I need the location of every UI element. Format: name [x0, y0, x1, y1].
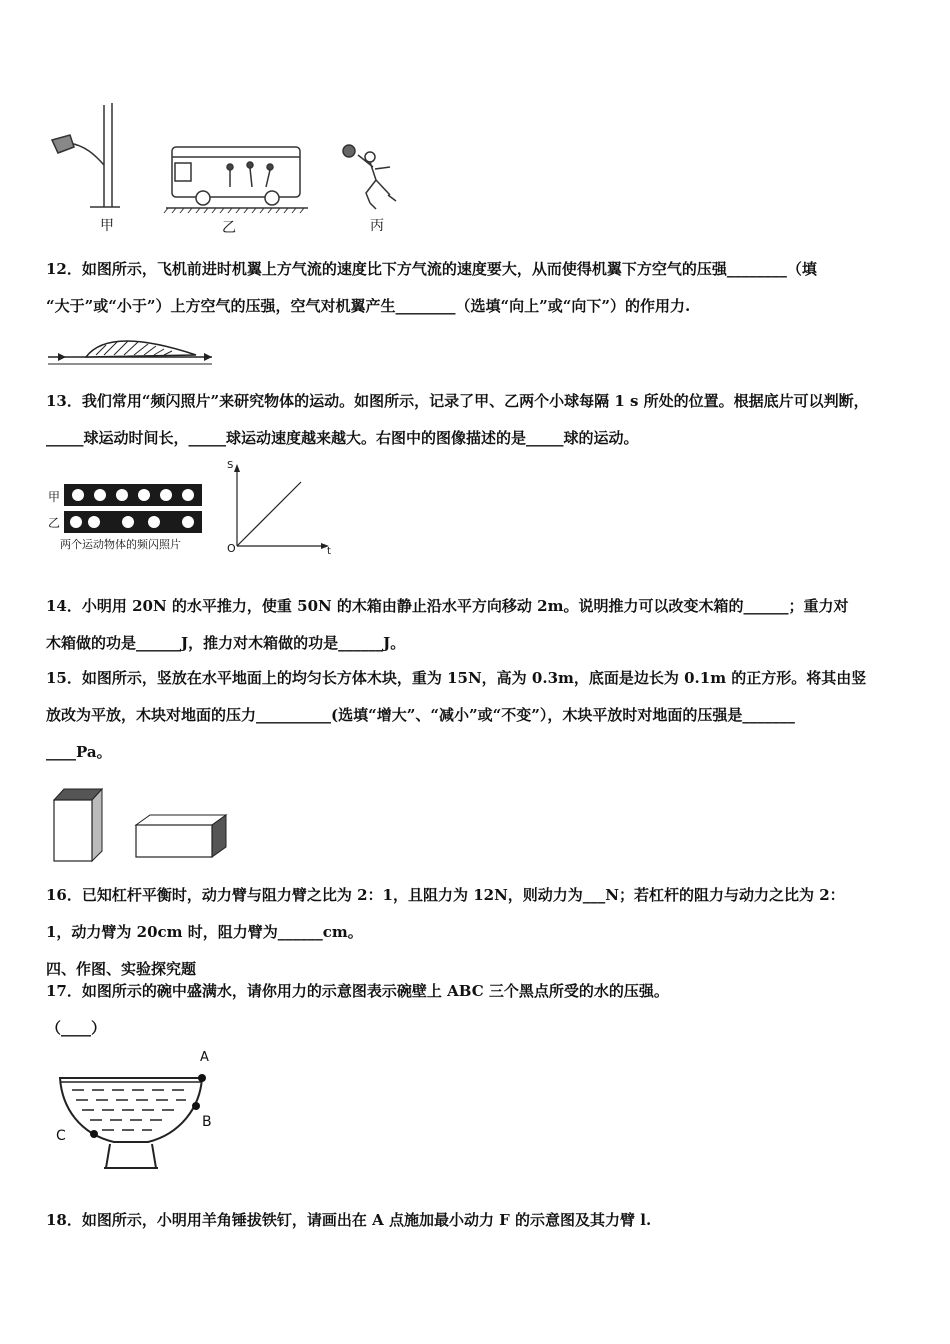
- bowl-figure: [50, 1048, 220, 1173]
- section-heading: 四、作图、实验探究题: [46, 960, 197, 978]
- row-label-yi: 乙: [48, 516, 61, 530]
- wing-airflow-figure: [46, 333, 221, 373]
- s-t-graph-axes: [225, 460, 335, 555]
- bus-drawing: [164, 147, 308, 213]
- s-t-graph: [225, 460, 340, 560]
- athlete-drawing: [343, 145, 396, 209]
- lamp-pole-drawing: [52, 103, 120, 207]
- question-16: [46, 877, 908, 951]
- point-label-a: A: [200, 1050, 209, 1065]
- question-12-line-2: “大于”或“小于”）上方空气的压强，空气对机翼产生________（选填“向上”或“向下”）的作用力.: [46, 297, 691, 315]
- question-12-line-1: 12．如图所示，飞机前进时机翼上方气流的速度比下方气流的速度要大，从而使得机翼下方空气的压强________（填: [46, 260, 817, 278]
- question-13-line-1: 13．我们常用“频闪照片”来研究物体的运动。如图所示，记录了甲、乙两个小球每隔 1 s 所处的位置。根据底片可以判断，: [46, 392, 869, 410]
- question-12: [46, 251, 908, 325]
- bowl-drawing: [50, 1048, 220, 1173]
- block-flat-drawing: [136, 815, 226, 857]
- question-15-line-1: 15．如图所示，竖放在水平地面上的均匀长方体木块，重为 15N，高为 0.3m，底面是边长为 0.1m 的正方形。将其由竖: [46, 669, 867, 687]
- axis-label-t: t: [327, 546, 331, 557]
- question-15: [46, 660, 908, 771]
- question-15-line-3: ____Pa。: [46, 743, 112, 761]
- question-16-line-2: 1，动力臂为 20cm 时，阻力臂为______cm。: [46, 923, 363, 941]
- point-label-c: C: [56, 1128, 66, 1144]
- question-14: [46, 588, 908, 662]
- block-upright-drawing: [54, 789, 102, 861]
- label-jia: 甲: [100, 218, 114, 234]
- figure-11: [40, 95, 430, 240]
- point-b-dot: [192, 1102, 200, 1110]
- strobe-photo-figure: [46, 470, 216, 560]
- question-15-line-2: 放改为平放，木块对地面的压力__________(选填“增大”、“减小”或“不变”），木块平放时对地面的压强是_______: [46, 706, 795, 724]
- row-label-jia: 甲: [48, 490, 61, 504]
- label-bing: 丙: [370, 218, 384, 234]
- point-label-b: B: [202, 1114, 212, 1130]
- question-14-line-1: 14．小明用 20N 的水平推力，使重 50N 的木箱由静止沿水平方向移动 2m。说明推力可以改变木箱的______；重力对: [46, 597, 849, 615]
- axis-label-s: S: [227, 460, 234, 471]
- strobe-strips: [64, 484, 214, 544]
- question-18: [46, 1202, 908, 1239]
- question-16-line-1: 16．已知杠杆平衡时，动力臂与阻力臂之比为 2：1，且阻力为 12N，则动力为___N；若杠杆的阻力与动力之比为 2：: [46, 886, 845, 904]
- question-14-line-2: 木箱做的功是______J，推力对木箱做的功是______J。: [46, 634, 406, 652]
- axis-origin-o: O: [227, 542, 236, 555]
- question-13-line-2: _____球运动时间长，_____球运动速度越来越大。右图中的图像描述的是_____球的运动。: [46, 429, 639, 447]
- question-17-line-1: 17．如图所示的碗中盛满水，请你用力的示意图表示碗壁上 ABC 三个黑点所受的水的压强。: [46, 982, 669, 1000]
- question-13: [46, 383, 908, 457]
- question-17-line-2: （____）: [46, 1019, 107, 1037]
- label-yi: 乙: [222, 220, 236, 236]
- strobe-caption: 两个运动物体的频闪照片: [60, 538, 181, 551]
- point-c-dot: [90, 1130, 98, 1138]
- question-17: [46, 973, 908, 1047]
- point-a-dot: [198, 1074, 206, 1082]
- question-18-line-1: 18．如图所示，小明用羊角锤拔铁钉，请画出在 A 点施加最小动力 F 的示意图及其力臂 l.: [46, 1211, 652, 1229]
- wooden-block-figure: [50, 785, 240, 865]
